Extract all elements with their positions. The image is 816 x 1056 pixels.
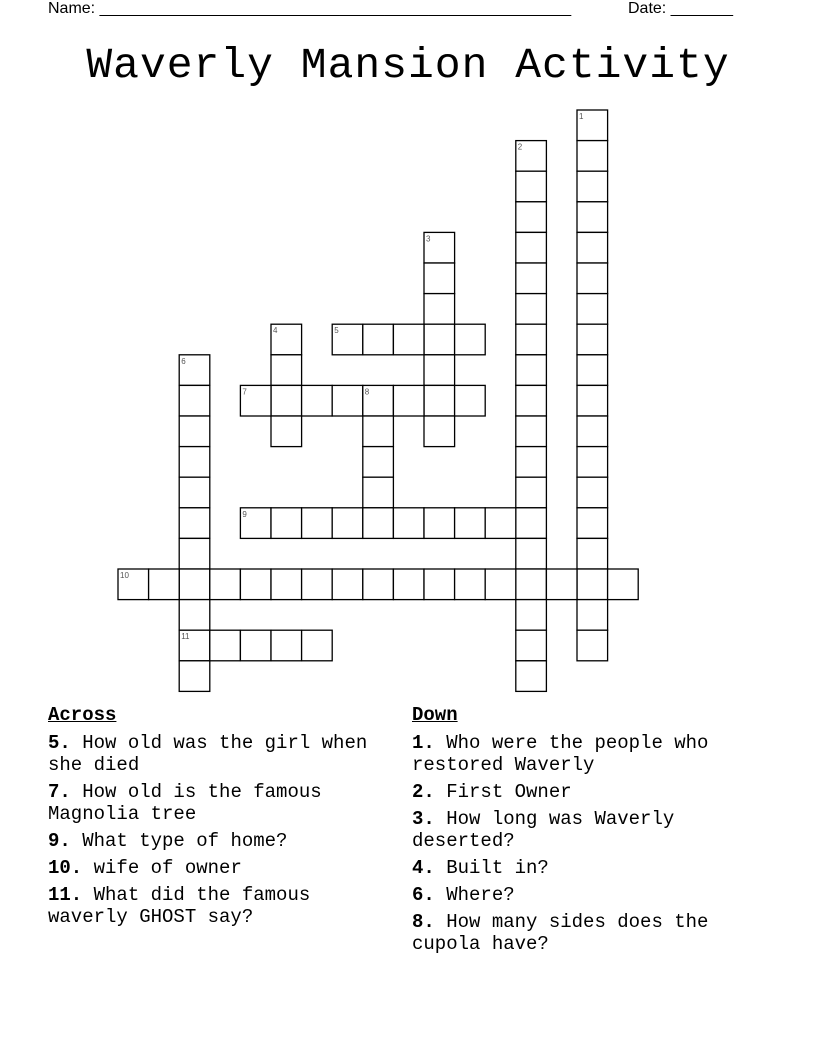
cell-number: 3 — [426, 234, 431, 244]
down-clue-text: Built in? — [434, 857, 549, 879]
across-clue-number: 9. — [48, 830, 71, 852]
down-clue-list — [412, 732, 757, 955]
down-clue-text: Who were the people who restored Waverly — [412, 732, 709, 776]
crossword-cell[interactable] — [577, 477, 608, 508]
crossword-cell[interactable] — [363, 477, 394, 508]
page-title: Waverly Mansion Activity — [86, 41, 730, 90]
crossword-cell[interactable] — [179, 385, 210, 416]
crossword-cell[interactable] — [516, 171, 547, 202]
down-clue — [412, 884, 757, 906]
across-clue-text: What type of home? — [70, 830, 288, 852]
cell-number: 6 — [181, 356, 186, 366]
across-clue-text: How old was the girl when she died — [48, 732, 368, 776]
down-clue-text: How long was Waverly deserted? — [412, 808, 675, 852]
across-clue-text: How old is the famous Magnolia tree — [48, 781, 322, 825]
crossword-cell[interactable] — [240, 630, 271, 661]
crossword-cell[interactable] — [577, 324, 608, 355]
crossword-cell[interactable] — [577, 508, 608, 539]
name-field[interactable]: Name: _____________________________________________________ — [48, 0, 572, 17]
cell-number: 9 — [242, 509, 247, 519]
cell-number: 7 — [242, 387, 247, 397]
crossword-cell[interactable] — [455, 569, 486, 600]
across-clue — [48, 830, 398, 852]
down-clue — [412, 781, 757, 803]
crossword-cell[interactable] — [424, 508, 455, 539]
down-clue-number: 4. — [412, 857, 435, 879]
crossword-cell[interactable] — [302, 630, 333, 661]
down-clue-text: Where? — [434, 884, 515, 906]
crossword-cell[interactable] — [455, 508, 486, 539]
down-clue-number: 3. — [412, 808, 435, 830]
crossword-cell[interactable] — [240, 569, 271, 600]
crossword-cell[interactable] — [271, 416, 302, 447]
crossword-cell[interactable] — [516, 416, 547, 447]
cell-number: 8 — [364, 387, 370, 397]
crossword-cell[interactable] — [179, 447, 210, 478]
crossword-cell[interactable] — [485, 508, 516, 539]
crossword-cell[interactable] — [577, 141, 608, 172]
crossword-cell[interactable] — [577, 447, 608, 478]
down-clue — [412, 911, 757, 955]
cell-number: 1 — [579, 112, 584, 121]
crossword-cell[interactable] — [363, 416, 394, 447]
crossword-cell[interactable] — [516, 477, 547, 508]
crossword-cell[interactable] — [332, 385, 363, 416]
crossword-cell[interactable] — [393, 324, 424, 355]
crossword-cell[interactable] — [179, 661, 210, 692]
date-field[interactable]: Date: _______ — [628, 0, 733, 17]
crossword-cell[interactable] — [577, 263, 608, 294]
crossword-cell[interactable] — [577, 294, 608, 325]
crossword-cell[interactable] — [577, 232, 608, 263]
crossword-cell[interactable] — [179, 477, 210, 508]
cell-number: 2 — [517, 142, 523, 152]
crossword-cell[interactable] — [516, 263, 547, 294]
down-clue — [412, 808, 757, 852]
crossword-cell[interactable] — [363, 508, 394, 539]
across-clue — [48, 884, 398, 928]
crossword-cell[interactable] — [210, 630, 241, 661]
crossword-cell[interactable] — [455, 324, 486, 355]
across-clue — [48, 857, 398, 879]
crossword-cell[interactable] — [302, 385, 333, 416]
crossword-cell[interactable] — [577, 538, 608, 569]
crossword-cell[interactable] — [424, 355, 455, 386]
crossword-cell[interactable] — [577, 600, 608, 631]
crossword-cell[interactable] — [302, 569, 333, 600]
cell-number: 11 — [181, 632, 190, 642]
crossword-cell[interactable] — [271, 630, 302, 661]
across-clue-list — [48, 732, 398, 928]
down-clue — [412, 857, 757, 879]
down-clue — [412, 732, 757, 776]
crossword-cell[interactable] — [393, 569, 424, 600]
across-heading: Across — [48, 704, 117, 726]
crossword-cell[interactable] — [179, 538, 210, 569]
crossword-cell[interactable] — [577, 355, 608, 386]
crossword-cell[interactable] — [210, 569, 241, 600]
crossword-cell[interactable] — [424, 263, 455, 294]
crossword-cell[interactable] — [179, 508, 210, 539]
crossword-cell[interactable] — [577, 202, 608, 233]
cell-number: 5 — [334, 326, 339, 336]
down-clue-number: 8. — [412, 911, 435, 933]
cell-number: 10 — [120, 571, 129, 580]
crossword-cell[interactable] — [516, 385, 547, 416]
crossword-cell[interactable] — [516, 232, 547, 263]
crossword-cell[interactable] — [516, 508, 547, 539]
crossword-cell[interactable] — [455, 385, 486, 416]
crossword-cell[interactable] — [516, 569, 547, 600]
across-clue-number: 5. — [48, 732, 71, 754]
crossword-cell[interactable] — [424, 569, 455, 600]
crossword-cell[interactable] — [577, 630, 608, 661]
down-clue-text: How many sides does the cupola have? — [412, 911, 709, 955]
crossword-cell[interactable] — [424, 385, 455, 416]
crossword-cell[interactable] — [393, 508, 424, 539]
crossword-cell[interactable] — [363, 324, 394, 355]
crossword-cell[interactable] — [577, 416, 608, 447]
across-clues — [48, 704, 398, 933]
down-clue-number: 1. — [412, 732, 435, 754]
crossword-cell[interactable] — [546, 569, 577, 600]
crossword-cell[interactable] — [179, 600, 210, 631]
across-clue-text: wife of owner — [82, 857, 242, 879]
crossword-cell[interactable] — [516, 538, 547, 569]
crossword-cell[interactable] — [577, 171, 608, 202]
crossword-cell[interactable] — [577, 385, 608, 416]
crossword-cell[interactable] — [332, 508, 363, 539]
across-clue-text: What did the famous waverly GHOST say? — [48, 884, 311, 928]
crossword-cell[interactable] — [516, 294, 547, 325]
crossword-cell[interactable] — [332, 569, 363, 600]
crossword-cell[interactable] — [516, 202, 547, 233]
crossword-cell[interactable] — [516, 324, 547, 355]
crossword-cell[interactable] — [608, 569, 639, 600]
crossword-cell[interactable] — [516, 355, 547, 386]
across-clue-number: 7. — [48, 781, 71, 803]
crossword-cell[interactable] — [271, 569, 302, 600]
crossword-cell[interactable] — [271, 385, 302, 416]
crossword-cell[interactable] — [516, 447, 547, 478]
crossword-cell[interactable] — [179, 416, 210, 447]
down-clue-text: First Owner — [434, 781, 572, 803]
across-clue-number: 11. — [48, 884, 83, 906]
crossword-cell[interactable] — [577, 569, 608, 600]
crossword-cell[interactable] — [393, 385, 424, 416]
crossword-cell[interactable] — [516, 600, 547, 631]
crossword-cell[interactable] — [363, 447, 394, 478]
crossword-cell[interactable] — [271, 355, 302, 386]
down-clues — [412, 704, 757, 960]
crossword-cell[interactable] — [424, 324, 455, 355]
crossword-cell[interactable] — [179, 569, 210, 600]
across-clue-number: 10. — [48, 857, 83, 879]
down-clue-number: 2. — [412, 781, 435, 803]
down-clue-number: 6. — [412, 884, 435, 906]
crossword-cell[interactable] — [516, 661, 547, 692]
crossword-cell[interactable] — [485, 569, 516, 600]
crossword-cell[interactable] — [516, 630, 547, 661]
crossword-cell[interactable] — [363, 569, 394, 600]
crossword-cell[interactable] — [424, 294, 455, 325]
crossword-cell[interactable] — [424, 416, 455, 447]
down-heading: Down — [412, 704, 458, 726]
cell-number: 4 — [273, 326, 278, 336]
across-clue — [48, 732, 398, 776]
across-clue — [48, 781, 398, 825]
crossword-cell[interactable] — [149, 569, 180, 600]
crossword-cell[interactable] — [302, 508, 333, 539]
crossword-cell[interactable] — [271, 508, 302, 539]
